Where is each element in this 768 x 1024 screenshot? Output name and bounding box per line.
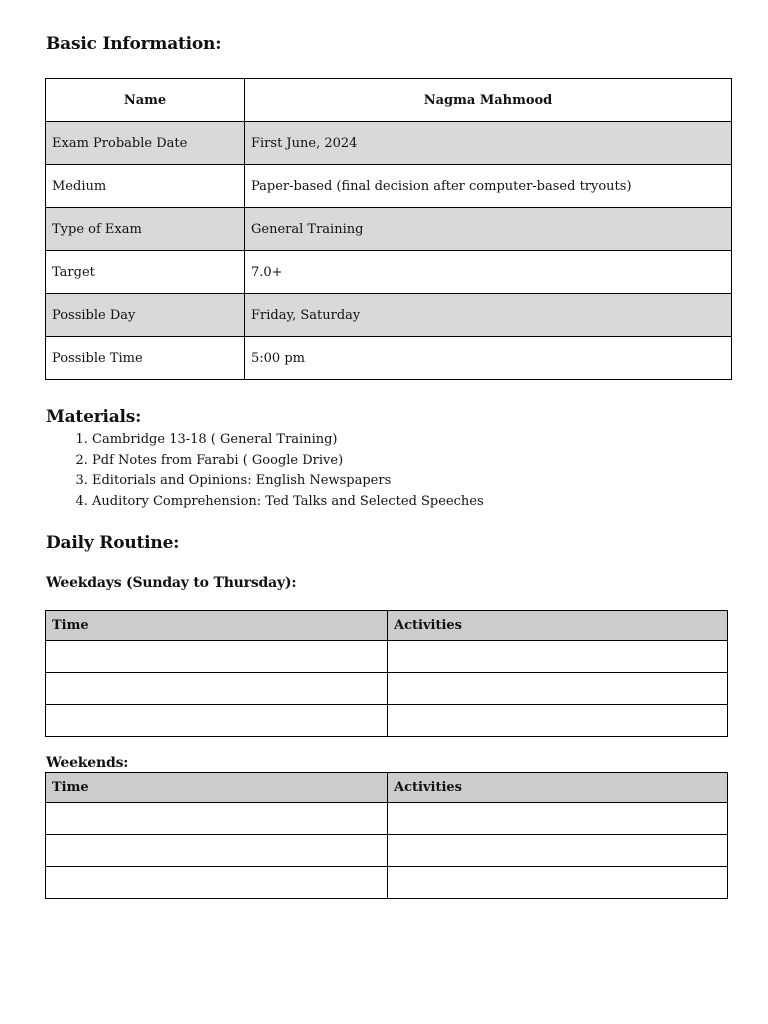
basic-info-heading: Basic Information:	[46, 34, 222, 54]
activities-column-header: Activities	[388, 611, 728, 641]
table-row	[46, 79, 732, 122]
exam-date-value: First June, 2024	[245, 122, 732, 165]
weekdays-table	[45, 610, 728, 737]
daily-routine-heading: Daily Routine:	[46, 533, 180, 553]
table-row	[46, 251, 732, 294]
table-row	[46, 165, 732, 208]
materials-list	[46, 430, 484, 512]
table-row	[46, 641, 728, 673]
table-row	[46, 122, 732, 165]
table-row	[46, 835, 728, 867]
list-item: 3. Editorials and Opinions: English Newspapers	[92, 471, 484, 492]
list-item: 4. Auditory Comprehension: Ted Talks and Selected Speeches	[92, 492, 484, 513]
time-cell[interactable]	[46, 803, 388, 835]
time-cell[interactable]	[46, 705, 388, 737]
possible-time-label: Possible Time	[46, 337, 245, 380]
table-row	[46, 803, 728, 835]
table-row	[46, 867, 728, 899]
activities-cell[interactable]	[388, 641, 728, 673]
activities-cell[interactable]	[388, 673, 728, 705]
basic-info-table	[45, 78, 732, 380]
possible-day-value: Friday, Saturday	[245, 294, 732, 337]
table-row	[46, 337, 732, 380]
list-item: 1. Cambridge 13-18 ( General Training)	[92, 430, 484, 451]
weekdays-heading: Weekdays (Sunday to Thursday):	[46, 575, 297, 591]
time-cell[interactable]	[46, 641, 388, 673]
activities-cell[interactable]	[388, 803, 728, 835]
time-column-header: Time	[46, 611, 388, 641]
table-row	[46, 294, 732, 337]
possible-time-value: 5:00 pm	[245, 337, 732, 380]
activities-cell[interactable]	[388, 835, 728, 867]
name-value: Nagma Mahmood	[245, 79, 732, 122]
activities-column-header: Activities	[388, 773, 728, 803]
time-cell[interactable]	[46, 673, 388, 705]
exam-date-label: Exam Probable Date	[46, 122, 245, 165]
table-row	[46, 705, 728, 737]
table-row	[46, 673, 728, 705]
table-row	[46, 208, 732, 251]
medium-label: Medium	[46, 165, 245, 208]
name-label: Name	[46, 79, 245, 122]
possible-day-label: Possible Day	[46, 294, 245, 337]
target-label: Target	[46, 251, 245, 294]
target-value: 7.0+	[245, 251, 732, 294]
medium-value: Paper-based (final decision after computer-based tryouts)	[245, 165, 732, 208]
time-column-header: Time	[46, 773, 388, 803]
time-cell[interactable]	[46, 867, 388, 899]
time-cell[interactable]	[46, 835, 388, 867]
exam-type-value: General Training	[245, 208, 732, 251]
materials-heading: Materials:	[46, 407, 142, 427]
activities-cell[interactable]	[388, 705, 728, 737]
table-header-row	[46, 773, 728, 803]
weekends-heading: Weekends:	[46, 755, 129, 771]
table-header-row	[46, 611, 728, 641]
list-item: 2. Pdf Notes from Farabi ( Google Drive)	[92, 451, 484, 472]
activities-cell[interactable]	[388, 867, 728, 899]
exam-type-label: Type of Exam	[46, 208, 245, 251]
weekends-table	[45, 772, 728, 899]
